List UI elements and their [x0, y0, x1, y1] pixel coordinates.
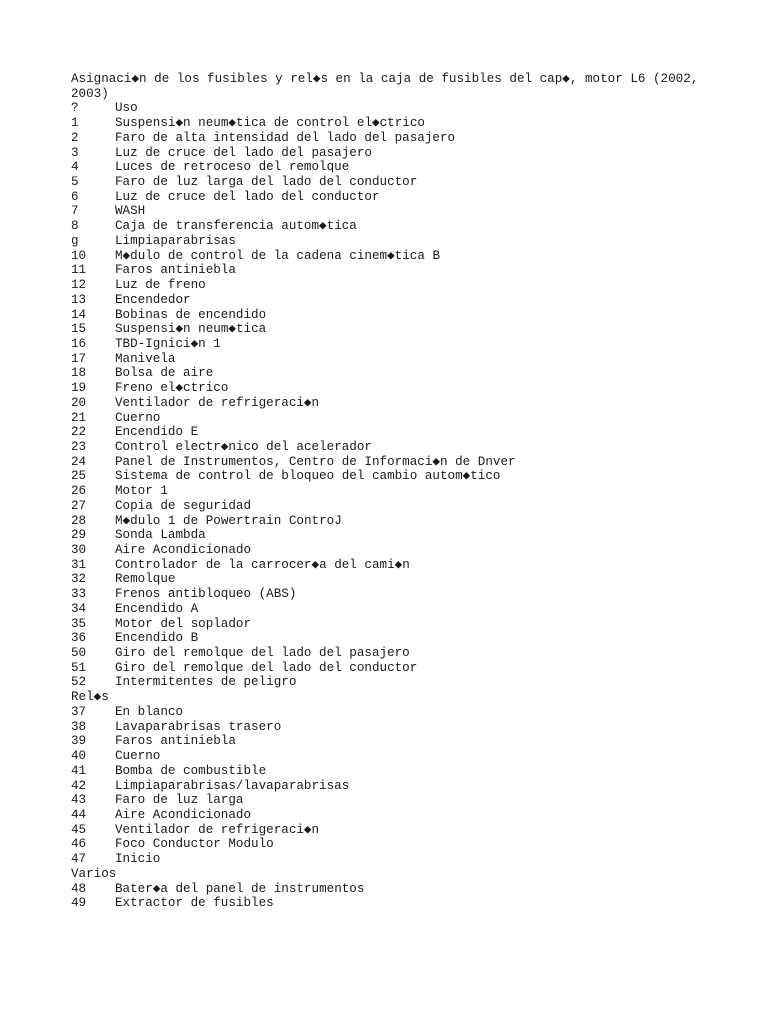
- fuse-row: [71, 558, 731, 573]
- fuse-row: [71, 308, 731, 323]
- fuse-row-number: 5: [71, 175, 79, 190]
- fuse-row: [71, 528, 731, 543]
- fuse-row-label: Encendido E: [115, 425, 199, 440]
- fuse-row-number: 16: [71, 336, 87, 351]
- fuse-row-number: 31: [71, 557, 87, 572]
- fuse-row-number: 50: [71, 646, 87, 661]
- relay-row: [71, 734, 731, 749]
- fuse-row: [71, 146, 731, 161]
- fuse-row-label: M◆dulo 1 de Powertrain ControJ: [115, 513, 342, 528]
- fuse-row-number: 26: [71, 484, 87, 499]
- fuse-row-label: Suspensi◆n neum◆tica de control el◆ctrico: [115, 116, 425, 131]
- fuse-row: [71, 381, 731, 396]
- relay-row-number: 40: [71, 749, 87, 764]
- relay-row: [71, 808, 731, 823]
- document-title: Asignaci◆n de los fusibles y rel◆s en la caja de fusibles del cap◆, motor L6 (2002, 2003): [71, 72, 699, 101]
- fuse-row: [71, 514, 731, 529]
- fuse-row: [71, 499, 731, 514]
- fuse-row-label: Remolque: [115, 572, 176, 587]
- fuse-row: [71, 411, 731, 426]
- fuse-row-number: 51: [71, 660, 87, 675]
- fuse-row: [71, 263, 731, 278]
- fuse-row: [71, 204, 731, 219]
- relay-row: [71, 764, 731, 779]
- fuse-row: [71, 366, 731, 381]
- relay-row: [71, 705, 731, 720]
- fuse-row-label: Giro del remolque del lado del pasajero: [115, 646, 410, 661]
- fuse-row-label: Motor del soplador: [115, 616, 252, 631]
- fuse-row-number: 21: [71, 410, 87, 425]
- fuse-row-label: Frenos antibloqueo (ABS): [115, 587, 297, 602]
- fuse-row: [71, 469, 731, 484]
- fuse-row: [71, 661, 731, 676]
- section-heading-misc: Varios: [71, 866, 117, 881]
- relay-row-number: 45: [71, 822, 87, 837]
- relay-row: [71, 823, 731, 838]
- fuse-row-label: Encendedor: [115, 292, 191, 307]
- misc-row: [71, 882, 731, 897]
- fuse-row: [71, 455, 731, 470]
- relay-row: [71, 837, 731, 852]
- fuse-row-number: 34: [71, 601, 87, 616]
- fuse-row-number: g: [71, 233, 79, 248]
- fuse-row-label: Bobinas de encendido: [115, 307, 267, 322]
- fuse-row-label: Faros antiniebla: [115, 263, 236, 278]
- fuse-row: [71, 484, 731, 499]
- relay-list: [71, 705, 731, 867]
- fuse-row-label: Luz de cruce del lado del pasajero: [115, 145, 372, 160]
- fuse-row-label: Bolsa de aire: [115, 366, 214, 381]
- relay-row: [71, 720, 731, 735]
- fuse-row-number: 4: [71, 160, 79, 175]
- fuse-row-number: 10: [71, 248, 87, 263]
- fuse-row: [71, 219, 731, 234]
- column-header-row: [71, 101, 731, 116]
- fuse-row: [71, 602, 731, 617]
- fuse-row-label: Manivela: [115, 351, 176, 366]
- fuse-row: [71, 160, 731, 175]
- fuse-row-number: 1: [71, 116, 79, 131]
- misc-row: [71, 896, 731, 911]
- fuse-row: [71, 234, 731, 249]
- relay-row-number: 38: [71, 719, 87, 734]
- fuse-row: [71, 249, 731, 264]
- fuse-row-label: TBD-Ignici◆n 1: [115, 336, 221, 351]
- fuse-row: [71, 425, 731, 440]
- fuse-row-number: 52: [71, 675, 87, 690]
- fuse-row: [71, 675, 731, 690]
- fuse-row-number: 20: [71, 395, 87, 410]
- fuse-row-label: Faro de alta intensidad del lado del pasajero: [115, 130, 456, 145]
- fuse-row-number: 32: [71, 572, 87, 587]
- fuse-row-number: 6: [71, 189, 79, 204]
- fuse-row-number: 15: [71, 322, 87, 337]
- fuse-row: [71, 543, 731, 558]
- fuse-row: [71, 617, 731, 632]
- relay-row-label: Faros antiniebla: [115, 734, 236, 749]
- fuse-row-number: 3: [71, 145, 79, 160]
- relay-row-label: Bomba de combustible: [115, 763, 267, 778]
- fuse-row-label: Luz de cruce del lado del conductor: [115, 189, 380, 204]
- relay-row-number: 43: [71, 793, 87, 808]
- relay-row-label: Aire Acondicionado: [115, 807, 252, 822]
- fuse-row-number: 17: [71, 351, 87, 366]
- fuse-row-label: Controlador de la carrocer◆a del cami◆n: [115, 557, 410, 572]
- relay-row-label: Cuerno: [115, 749, 161, 764]
- misc-list: [71, 882, 731, 911]
- fuse-row-label: Freno el◆ctrico: [115, 381, 229, 396]
- fuse-row-number: 2: [71, 130, 79, 145]
- fuse-row-label: Panel de Instrumentos, Centro de Informaci◆n de Dnver: [115, 454, 516, 469]
- relay-row-label: Inicio: [115, 852, 161, 867]
- relay-row: [71, 852, 731, 867]
- fuse-row: [71, 631, 731, 646]
- fuse-row-number: 30: [71, 543, 87, 557]
- fuse-row-number: 12: [71, 278, 87, 293]
- fuse-row: [71, 572, 731, 587]
- fuse-row-number: 8: [71, 219, 79, 234]
- relay-row-number: 39: [71, 734, 87, 749]
- fuse-row-number: 33: [71, 587, 87, 602]
- fuse-row: [71, 396, 731, 411]
- fuse-row-label: Faro de luz larga del lado del conductor: [115, 175, 418, 190]
- fuse-row: [71, 293, 731, 308]
- relay-row-number: 44: [71, 807, 87, 822]
- fuse-row-label: Motor 1: [115, 484, 168, 499]
- fuse-row-number: 13: [71, 292, 87, 307]
- misc-row-label: Extractor de fusibles: [115, 896, 274, 911]
- misc-row-number: 49: [71, 896, 87, 911]
- fuse-row-label: Suspensi◆n neum◆tica: [115, 322, 267, 337]
- relay-row: [71, 793, 731, 808]
- relay-row-label: Faro de luz larga: [115, 793, 244, 808]
- fuse-row-number: 7: [71, 204, 79, 219]
- fuse-row-label: Sistema de control de bloqueo del cambio autom◆tico: [115, 469, 501, 484]
- fuse-row: [71, 440, 731, 455]
- fuse-row-label: Encendido A: [115, 601, 199, 616]
- relay-row-label: Foco Conductor Modulo: [115, 837, 274, 852]
- fuse-row-number: 18: [71, 366, 87, 381]
- relay-row-label: Ventilador de refrigeraci◆n: [115, 822, 320, 837]
- fuse-row-number: 11: [71, 263, 87, 278]
- fuse-row-label: Aire Acondicionado: [115, 543, 252, 557]
- fuse-row-label: Copia de seguridad: [115, 498, 252, 513]
- fuse-row-label: Encendido B: [115, 631, 199, 646]
- fuse-row-label: Giro del remolque del lado del conductor: [115, 660, 418, 675]
- fuse-row-label: Ventilador de refrigeraci◆n: [115, 395, 320, 410]
- fuse-row-number: 28: [71, 513, 87, 528]
- fuse-row-label: WASH: [115, 204, 146, 219]
- fuse-row-label: Cuerno: [115, 410, 161, 425]
- fuse-row: [71, 278, 731, 293]
- relay-row-number: 37: [71, 704, 87, 719]
- fuse-row-label: Caja de transferencia autom◆tica: [115, 219, 357, 234]
- fuse-row-number: 24: [71, 454, 87, 469]
- relay-row: [71, 779, 731, 794]
- fuse-row-label: Control electr◆nico del acelerador: [115, 439, 372, 454]
- fuse-row-number: 27: [71, 498, 87, 513]
- column-header-use: Uso: [115, 101, 138, 116]
- fuse-list: [71, 116, 731, 690]
- relay-row-number: 47: [71, 852, 87, 867]
- relay-row-number: 46: [71, 837, 87, 852]
- relay-row-number: 41: [71, 763, 87, 778]
- fuse-row-number: 22: [71, 425, 87, 440]
- fuse-row-number: 29: [71, 528, 87, 543]
- fuse-row-label: Luz de freno: [115, 278, 206, 293]
- fuse-row: [71, 131, 731, 146]
- fuse-row-label: M◆dulo de control de la cadena cinem◆tica B: [115, 248, 441, 263]
- fuse-row: [71, 646, 731, 661]
- relay-row: [71, 749, 731, 764]
- fuse-row: [71, 337, 731, 352]
- fuse-row-label: Sonda Lambda: [115, 528, 206, 543]
- section-heading-relays: Rel◆s: [71, 690, 109, 705]
- fuse-row-number: 36: [71, 631, 87, 646]
- document-body: [71, 72, 731, 911]
- fuse-row-label: Luces de retroceso del remolque: [115, 160, 350, 175]
- fuse-row-number: 23: [71, 439, 87, 454]
- fuse-row: [71, 587, 731, 602]
- fuse-row-label: Intermitentes de peligro: [115, 675, 297, 690]
- fuse-row-number: 35: [71, 616, 87, 631]
- fuse-row-label: Limpiaparabrisas: [115, 233, 236, 248]
- fuse-row-number: 19: [71, 381, 87, 396]
- relay-row-label: Limpiaparabrisas/lavaparabrisas: [115, 778, 350, 793]
- fuse-row: [71, 116, 731, 131]
- fuse-row: [71, 322, 731, 337]
- fuse-row-number: 25: [71, 469, 87, 484]
- column-header-number: ?: [71, 101, 79, 116]
- relay-row-label: En blanco: [115, 704, 184, 719]
- fuse-row: [71, 352, 731, 367]
- relay-row-label: Lavaparabrisas trasero: [115, 719, 282, 734]
- misc-row-number: 48: [71, 881, 87, 896]
- relay-row-number: 42: [71, 778, 87, 793]
- misc-row-label: Bater◆a del panel de instrumentos: [115, 881, 365, 896]
- fuse-row: [71, 175, 731, 190]
- fuse-row-number: 14: [71, 307, 87, 322]
- fuse-row: [71, 190, 731, 205]
